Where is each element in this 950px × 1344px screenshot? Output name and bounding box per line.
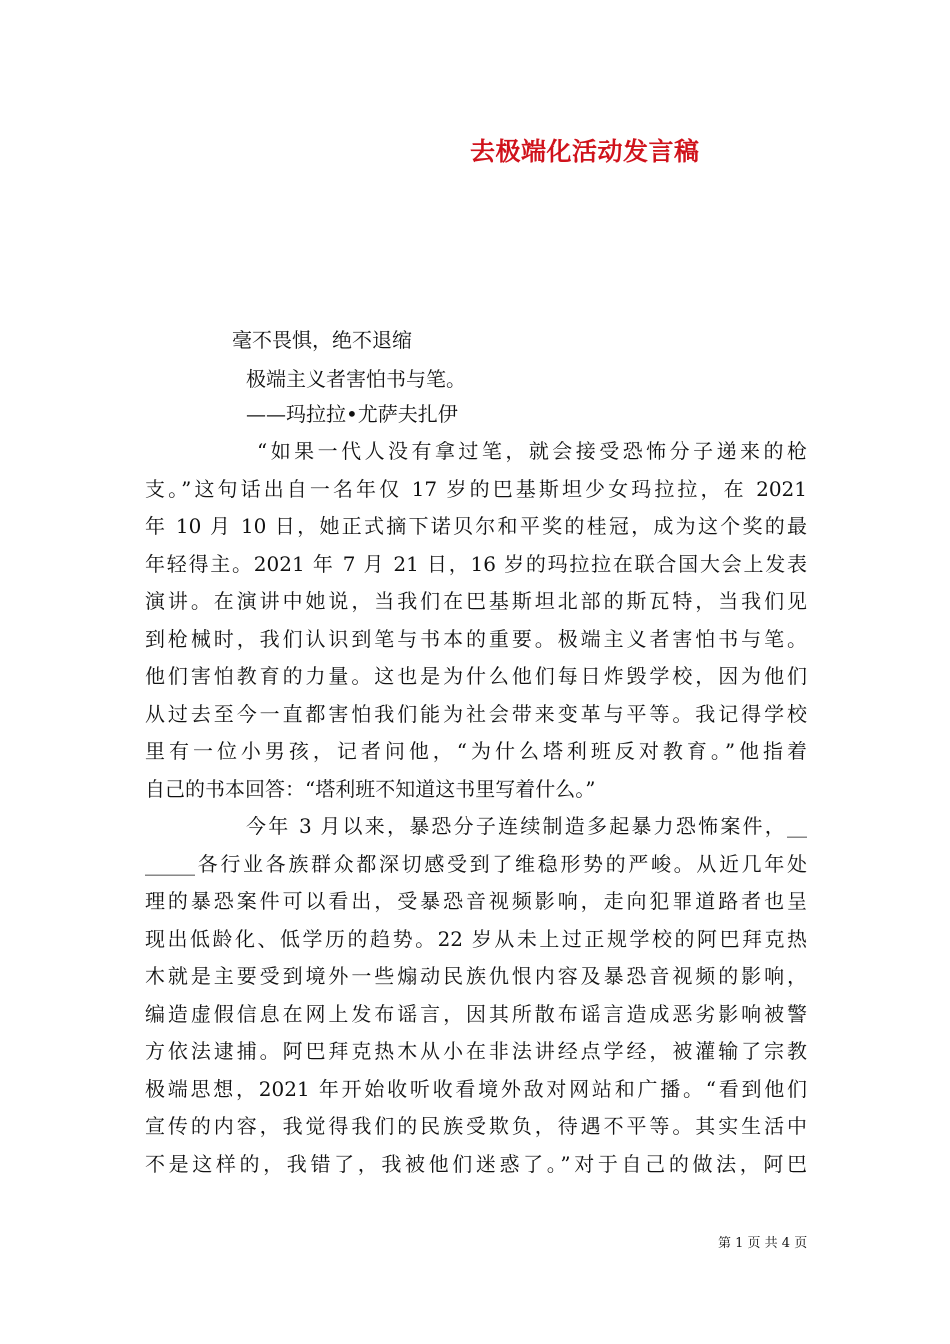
paragraph-1-line: “如果一代人没有拿过笔，就会接受恐怖分子递来的枪 [257,439,807,463]
paragraph-2-line: 编造虚假信息在网上发布谣言，因其所散布谣言造成恶劣影响被警 [145,1002,807,1026]
paragraph-2-line: _____各行业各族群众都深切感受到了维稳形势的严峻。从近几年处 [145,852,807,876]
paragraph-2-line: 现出低龄化、低学历的趋势。22 岁从未上过正规学校的阿巴拜克热 [145,927,807,951]
paragraph-2-line: 方依法逮捕。阿巴拜克热木从小在非法讲经点学经，被灌输了宗教 [145,1039,807,1063]
paragraph-1-line: 支。”这句话出自一名年仅 17 岁的巴基斯坦少女玛拉拉，在 2021 [145,477,807,501]
paragraph-2-line: 今年 3 月以来，暴恐分子连续制造多起暴力恐怖案件，__ [246,814,807,838]
section-heading: 毫不畏惧，绝不退缩 [232,328,412,352]
paragraph-2-line: 理的暴恐案件可以看出，受暴恐音视频影响，走向犯罪道路者也呈 [145,889,807,913]
paragraph-2-line: 宣传的内容，我觉得我们的民族受欺负，待遇不平等。其实生活中 [145,1114,807,1138]
paragraph-1-line: 演讲。在演讲中她说，当我们在巴基斯坦北部的斯瓦特，当我们见 [145,589,807,613]
paragraph-1-line: 年轻得主。2021 年 7 月 21 日，16 岁的玛拉拉在联合国大会上发表 [145,552,807,576]
document-title: 去极端化活动发言稿 [470,137,700,166]
paragraph-1-line: 里有一位小男孩，记者问他，“为什么塔利班反对教育。”他指着 [145,739,807,763]
paragraph-2-line: 木就是主要受到境外一些煽动民族仇恨内容及暴恐音视频的影响， [145,964,807,988]
paragraph-2-line: 不是这样的，我错了，我被他们迷惑了。”对于自己的做法，阿巴 [145,1152,807,1176]
paragraph-1-line: 年 10 月 10 日，她正式摘下诺贝尔和平奖的桂冠，成为这个奖的最 [145,514,807,538]
paragraph-1-line: 到枪械时，我们认识到笔与书本的重要。极端主义者害怕书与笔。 [145,627,807,651]
paragraph-1-line: 从过去至今一直都害怕我们能为社会带来变革与平等。我记得学校 [145,702,807,726]
paragraph-2-line: 极端思想，2021 年开始收听收看境外敌对网站和广播。“看到他们 [145,1077,807,1101]
paragraph-1-line: 自己的书本回答：“塔利班不知道这书里写着什么。” [145,777,596,801]
quote-line: 极端主义者害怕书与笔。 [246,367,466,391]
paragraph-1-line: 他们害怕教育的力量。这也是为什么他们每日炸毁学校，因为他们 [145,664,807,688]
quote-attribution: ——玛拉拉•尤萨夫扎伊 [246,402,458,426]
page-number: 第 1 页 共 4 页 [718,1236,808,1251]
